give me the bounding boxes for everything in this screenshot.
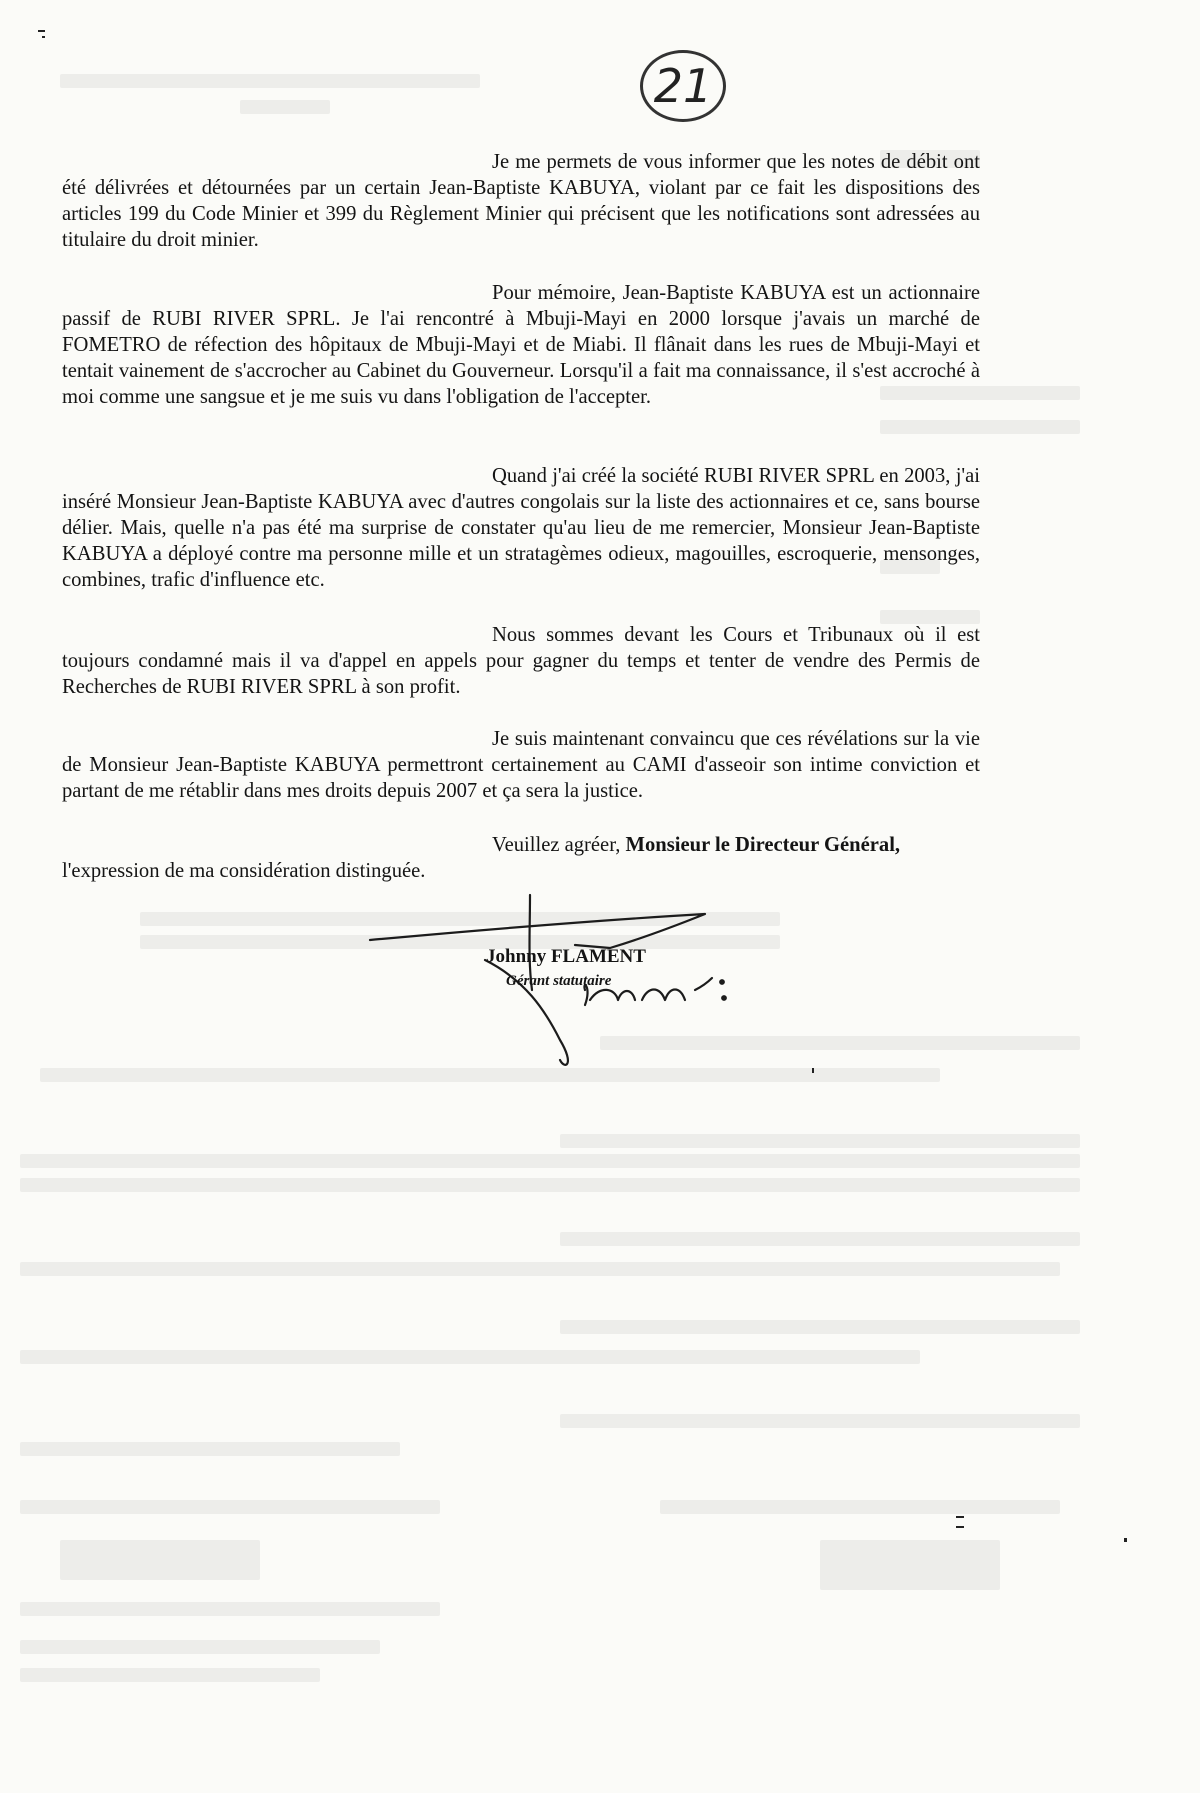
paragraph-revelations bbox=[62, 726, 980, 804]
paragraph-cours-tribunaux bbox=[62, 622, 980, 700]
paragraph-lead: Nous sommes devant les Cours et Tribunaux où bbox=[492, 624, 925, 646]
paragraph-lead: Je me permets de vous informer que les notes de bbox=[492, 151, 901, 173]
closing-prefix: Veuillez agréer, bbox=[492, 834, 621, 856]
page-number: 21 bbox=[653, 59, 713, 113]
closing-expression: l'expression de ma considération distinguée. bbox=[62, 860, 426, 882]
paragraph-lead: Pour mémoire, Jean-Baptiste KABUYA est un bbox=[492, 282, 882, 304]
paragraph-text: sur la vie de Monsieur Jean-Baptiste KABUYA permettront certainement au CAMI d'asseoir son intime conviction et partant de me rétablir dans mes droits depuis 2007 et ça sera la justice. bbox=[62, 728, 980, 802]
closing-addressee: Monsieur le Directeur Général, bbox=[625, 834, 901, 856]
paragraph-text: 2003, j'ai inséré Monsieur Jean-Baptiste KABUYA avec d'autres congolais sur la liste des actionnaires et ce, sans bourse délier. Mais, quelle n'a pas été ma surprise de constater qu'au lieu de me remercier, Monsieur Jean-Baptiste KABUYA a déployé contre ma personne mille et un stratagèmes odieux, magouilles, escroquerie, mensonges, combines, trafic d'influence etc. bbox=[62, 465, 980, 591]
signatory-title: Gérant statutaire bbox=[506, 973, 612, 989]
paragraph-text: il est toujours condamné mais il va d'appel en appels pour gagner du temps et tenter de vendre des Permis de Recherches de RUBI RIVER SPRL à son profit. bbox=[62, 624, 981, 698]
paragraph-pour-memoire bbox=[62, 280, 980, 410]
closing-salutation bbox=[492, 832, 980, 858]
paragraph-text: débit ont été délivrées et détournées par un certain Jean-Baptiste KABUYA, violant par ce fait les dispositions des articles 199 du Code Minier et 399 du Règlement Minier qui précisent que les notifications sont adressées au titulaire du droit minier. bbox=[62, 151, 980, 251]
paragraph-text: actionnaire passif de RUBI RIVER SPRL. Je l'ai rencontré à Mbuji-Mayi en 2000 lorsque j'avais un marché de FOMETRO de réfection des hôpitaux de Mbuji-Mayi et de Miabi. Il flânait dans les rues de Mbuji-Mayi et tentait vainement de s'accrocher au Cabinet du Gouverneur. Lorsqu'il a fait ma connaissance, il s'est accroché à moi comme une sangsue et je me suis vu dans l'obligation de l'accepter. bbox=[62, 282, 980, 408]
paragraph-notes-de-debit bbox=[62, 149, 980, 253]
signatory-name: Johnny FLAMENT bbox=[486, 946, 646, 967]
paragraph-lead: Quand j'ai créé la société RUBI RIVER SPRL en bbox=[492, 465, 899, 487]
paragraph-creation-societe bbox=[62, 463, 980, 593]
paragraph-lead: Je suis maintenant convaincu que ces révélations bbox=[492, 728, 898, 750]
